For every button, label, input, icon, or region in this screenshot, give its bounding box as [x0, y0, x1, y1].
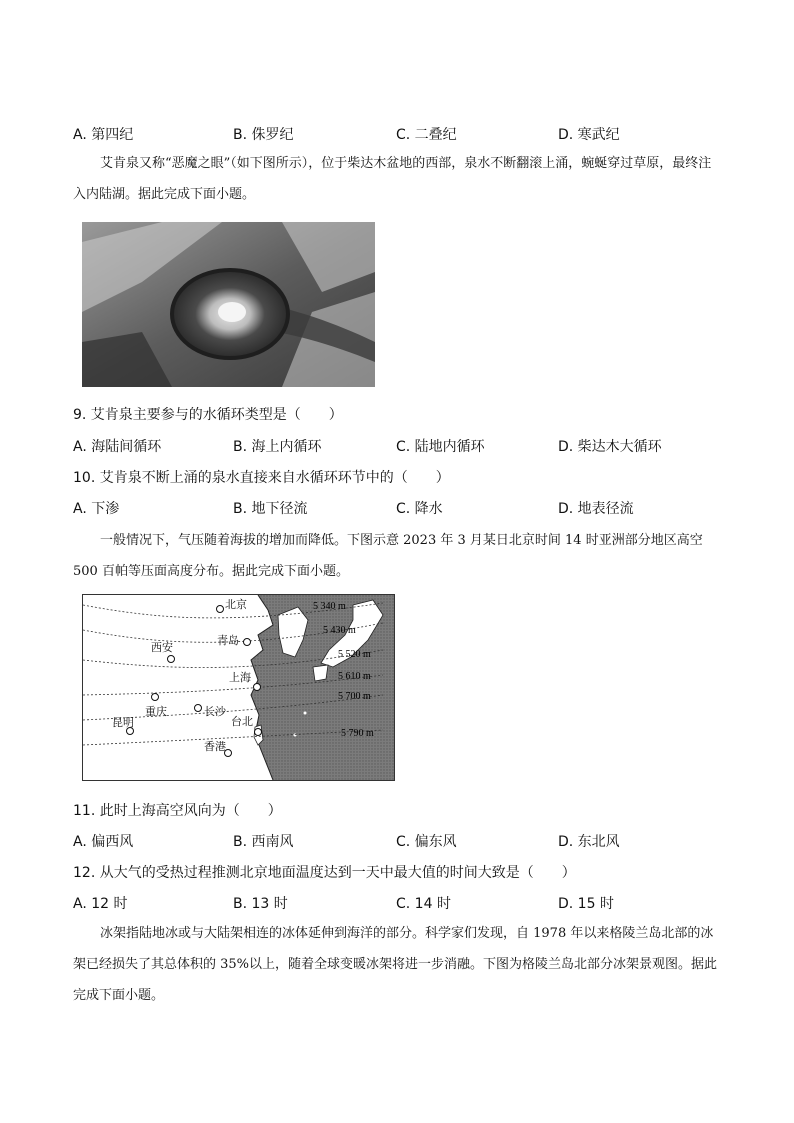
contour-label-5340: 5 340 m	[313, 601, 346, 612]
spring-photo-image	[82, 222, 375, 387]
q9-option-b[interactable]: B. 海上内循环	[233, 439, 322, 455]
city-label-beijing: 北京	[225, 599, 247, 611]
city-marker-changsha	[195, 705, 202, 712]
q12-option-d[interactable]: D. 15 时	[558, 896, 614, 912]
city-label-chongqing: 重庆	[145, 706, 167, 718]
intro-paragraph-1	[73, 148, 723, 210]
city-label-changsha: 长沙	[204, 706, 226, 718]
contour-label-5430: 5 430 m	[323, 625, 356, 636]
contour-label-5700: 5 700 m	[338, 691, 371, 702]
pressure-map	[82, 594, 395, 781]
city-marker-beijing	[217, 606, 224, 613]
q11-option-c[interactable]: C. 偏东风	[396, 834, 457, 850]
q11-option-d[interactable]: D. 东北风	[558, 834, 620, 850]
spring-photo	[82, 222, 375, 387]
q9-option-c[interactable]: C. 陆地内循环	[396, 439, 485, 455]
contour-label-5520: 5 520 m	[338, 649, 371, 660]
intro-1-text: 艾肯泉又称“恶魔之眼”（如下图所示），位于柴达木盆地的西部，泉水不断翻滚上涌，蜿蜒穿过草原，最终注入内陆湖。据此完成下面小题。	[73, 156, 712, 202]
q10-option-c[interactable]: C. 降水	[396, 501, 443, 517]
q8-options	[73, 124, 733, 146]
city-marker-xian	[168, 656, 175, 663]
city-marker-qingdao	[244, 639, 251, 646]
q9-option-d[interactable]: D. 柴达木大循环	[558, 439, 662, 455]
q10-option-b[interactable]: B. 地下径流	[233, 501, 308, 517]
q12-option-c[interactable]: C. 14 时	[396, 896, 451, 912]
q10-stem: 10. 艾肯泉不断上涌的泉水直接来自水循环环节中的（ ）	[73, 470, 450, 486]
contour-label-5790: 5 790 m	[341, 728, 374, 739]
intro-paragraph-2	[73, 525, 723, 587]
q9-stem: 9. 艾肯泉主要参与的水循环类型是（ ）	[73, 407, 343, 423]
city-marker-chongqing	[152, 694, 159, 701]
q8-option-d[interactable]: D. 寒武纪	[558, 127, 620, 143]
intro-3-text: 冰架指陆地冰或与大陆架相连的冰体延伸到海洋的部分。科学家们发现，自 1978 年以来格陵兰岛北部的冰架已经损失了其总体积的 35%以上，随着全球变暖冰架将进一步消融。下图为格陵兰岛北部分冰架景观图。据此完成下面小题。	[73, 926, 718, 1003]
city-label-kunming: 昆明	[112, 717, 134, 729]
q12-stem: 12. 从大气的受热过程推测北京地面温度达到一天中最大值的时间大致是（ ）	[73, 865, 576, 881]
q8-option-a[interactable]: A. 第四纪	[73, 127, 134, 143]
q10-option-a[interactable]: A. 下渗	[73, 501, 120, 517]
q11-stem: 11. 此时上海高空风向为（ ）	[73, 803, 282, 819]
city-label-hongkong: 香港	[204, 741, 226, 753]
q8-option-c[interactable]: C. 二叠纪	[396, 127, 457, 143]
q11-option-a[interactable]: A. 偏西风	[73, 834, 134, 850]
q8-option-b[interactable]: B. 侏罗纪	[233, 127, 294, 143]
city-label-xian: 西安	[151, 642, 173, 654]
contour-label-5610: 5 610 m	[338, 671, 371, 682]
pressure-map-svg	[83, 595, 394, 780]
q12-options	[73, 893, 733, 915]
q12-option-a[interactable]: A. 12 时	[73, 896, 128, 912]
city-marker-taipei	[255, 729, 262, 736]
city-label-qingdao: 青岛	[217, 635, 239, 647]
q11-options	[73, 831, 733, 853]
intro-2-text: 一般情况下，气压随着海拔的增加而降低。下图示意 2023 年 3 月某日北京时间 14 时亚洲部分地区高空 500 百帕等压面高度分布。据此完成下面小题。	[73, 533, 703, 579]
q10-options	[73, 498, 733, 520]
q12-option-b[interactable]: B. 13 时	[233, 896, 288, 912]
intro-paragraph-3	[73, 918, 723, 1011]
city-label-shanghai: 上海	[229, 672, 251, 684]
city-marker-shanghai	[254, 684, 261, 691]
q10-option-d[interactable]: D. 地表径流	[558, 501, 634, 517]
q9-options	[73, 436, 733, 458]
q11-option-b[interactable]: B. 西南风	[233, 834, 294, 850]
city-label-taipei: 台北	[231, 716, 253, 728]
q9-option-a[interactable]: A. 海陆间循环	[73, 439, 162, 455]
